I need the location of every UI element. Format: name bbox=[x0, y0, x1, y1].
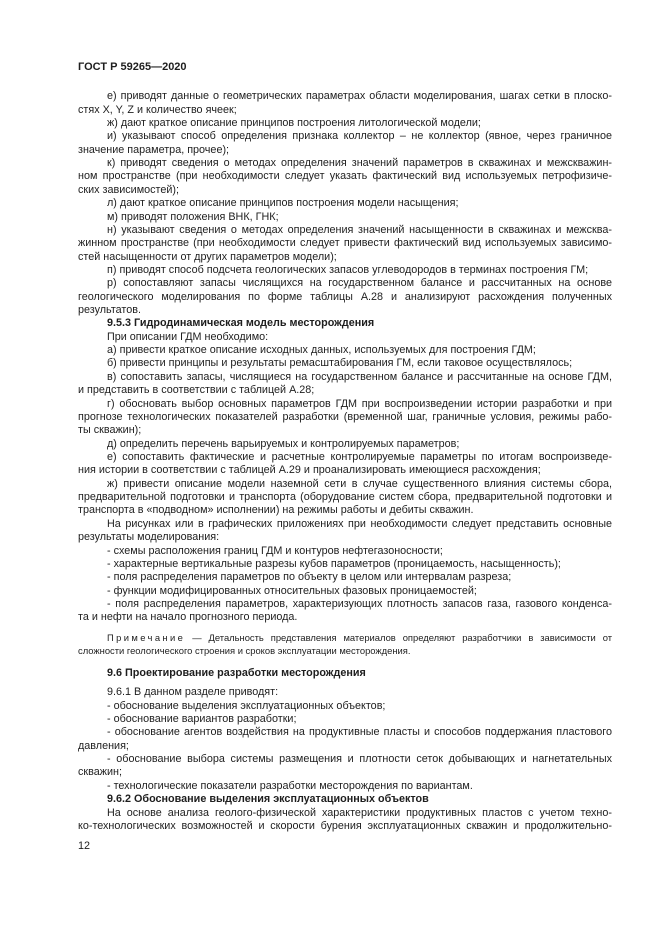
list-item-l bbox=[78, 197, 612, 210]
main-text-column bbox=[78, 90, 612, 624]
text-line: ты скважин); bbox=[78, 424, 142, 437]
note-text: — Детальность представления материалов определяют разработчики в зависимости от bbox=[192, 631, 613, 643]
text-line: предварительной подготовки и транспорта (оборудование систем сбора, предварительной подготовки и bbox=[78, 491, 612, 504]
bullet-item: - схемы расположения границ ГДМ и контуров нефтегазоносности; bbox=[107, 544, 443, 557]
bullet-item bbox=[78, 753, 612, 780]
text-line: и представить в соответствии с таблицей А.28; bbox=[78, 384, 315, 397]
list-item-k bbox=[78, 157, 612, 197]
subsection-paragraph bbox=[78, 807, 612, 834]
text-line: е) приводят данные о геометрических параметрах области моделирования, шагах сетки в плоско- bbox=[107, 90, 612, 103]
text-line: ж) дают краткое описание принципов построения литологической модели; bbox=[107, 117, 481, 130]
bullet-item bbox=[78, 598, 612, 625]
text-line: к) приводят сведения о методах определения значений параметров в скважинах и межскважин- bbox=[107, 157, 612, 170]
text-line: стей насыщенности от других параметров модели); bbox=[78, 250, 337, 263]
list-item-d bbox=[78, 438, 612, 451]
list-item-n bbox=[78, 224, 612, 264]
text-line: ко-технологических возможностей и скорости бурения эксплуатационных скважин и продолжительно- bbox=[78, 819, 612, 832]
list-item-m bbox=[78, 211, 612, 224]
text-line: стях X, Y, Z и количество ячеек; bbox=[78, 103, 237, 116]
bullet-item: - поля распределения параметров по объекту в целом или интервалам разреза; bbox=[107, 571, 512, 584]
bullet-item: - технологические показатели разработки месторождения по вариантам. bbox=[107, 779, 473, 792]
page-number: 12 bbox=[78, 840, 91, 852]
text-line: значение параметра, прочее); bbox=[78, 143, 230, 156]
bullet-item: - характерные вертикальные разрезы кубов параметров (проницаемость, насыщенность); bbox=[107, 557, 561, 570]
list-item-v bbox=[78, 371, 612, 398]
section-heading-block bbox=[78, 667, 612, 680]
text-line: в) сопоставить запасы, числящиеся на государственном балансе и рассчитанные на основе ГДМ, bbox=[107, 370, 612, 383]
list-item-g bbox=[78, 398, 612, 438]
text-line: геологического моделирования по форме таблицы А.28 и анализируют расхождения полученных bbox=[78, 290, 612, 303]
note-block bbox=[78, 631, 612, 657]
text-line: та и нефти на начало прогнозного периода. bbox=[78, 611, 298, 624]
list-item-b bbox=[78, 357, 612, 370]
section-heading-9-6: 9.6 Проектирование разработки месторождения bbox=[107, 667, 366, 680]
text-line: скважин; bbox=[78, 766, 122, 779]
note-label: Примечание bbox=[107, 631, 186, 643]
list-item-e2 bbox=[78, 451, 612, 478]
text-line: ж) привести описание модели наземной сети в случае существенного влияния системы сбора, bbox=[107, 477, 612, 490]
text-line: результатов. bbox=[78, 304, 141, 317]
text-line: На рисунках или в графических приложениях при необходимости следует представить основные bbox=[107, 517, 612, 530]
list-item-zh bbox=[78, 117, 612, 130]
text-line: - обоснование агентов воздействия на продуктивные пласты и способов поддержания пластового bbox=[107, 726, 612, 739]
note-line: сложности геологического строения и сроков эксплуатации месторождения. bbox=[78, 644, 411, 656]
subsection-heading-9-6-2: 9.6.2 Обоснование выделения эксплуатационных объектов bbox=[107, 793, 429, 806]
text-line: транспорта в «подводном» исполнении) на режимы работы и дебиты скважин. bbox=[78, 504, 474, 517]
subsection-intro-9-6-1: 9.6.1 В данном разделе приводят: bbox=[107, 686, 279, 699]
text-line: а) привести краткое описание исходных данных, используемых для построения ГДМ; bbox=[107, 344, 536, 357]
results-list bbox=[78, 545, 612, 625]
text-line: м) приводят положения ВНК, ГНК; bbox=[107, 210, 279, 223]
text-line: ния истории в соответствии с таблицей А.29 и проанализировать имеющиеся расхождения; bbox=[78, 464, 541, 477]
list-item-e bbox=[78, 90, 612, 117]
list-item-p bbox=[78, 264, 612, 277]
text-line: г) обосновать выбор основных параметров ГДМ при воспроизведении истории разработки и при bbox=[107, 397, 612, 410]
standard-designation: ГОСТ Р 59265—2020 bbox=[78, 61, 187, 73]
text-line: прогнозе технологических показателей разработки (временной шаг, граничные условия, режимы рабо- bbox=[78, 410, 612, 423]
text-line: - обоснование выбора системы размещения и плотности сеток добывающих и нагнетательных bbox=[107, 753, 612, 766]
list-item-i bbox=[78, 130, 612, 157]
text-line: н) указывают сведения о методах определения значений насыщенности в скважинах и межсква- bbox=[107, 223, 612, 236]
text-line: ских зависимостей); bbox=[78, 183, 179, 196]
text-line: - поля распределения параметров, характеризующих плотность запасов газа, газового конденса- bbox=[107, 597, 612, 610]
bullet-item: - обоснование вариантов разработки; bbox=[107, 713, 297, 726]
bullet-item: - функции модифицированных относительных фазовых проницаемостей; bbox=[107, 584, 477, 597]
text-line: и) указывают способ определения признака коллектор – не коллектор (явное, через граничное bbox=[107, 130, 612, 143]
text-line: р) сопоставляют запасы числящихся на государственном балансе и рассчитанных на основе bbox=[107, 277, 612, 290]
text-line: е) сопоставить фактические и расчетные контролируемые параметры по итогам воспроизведе- bbox=[107, 451, 612, 463]
text-line: На основе анализа геолого-физической характеристики продуктивных пластов с учетом техно- bbox=[107, 806, 612, 819]
results-intro-paragraph bbox=[78, 518, 612, 545]
list-item-a bbox=[78, 344, 612, 357]
text-line: п) приводят способ подсчета геологических запасов углеводородов в терминах построения ГМ; bbox=[107, 263, 589, 276]
text-line: д) определить перечень варьируемых и контролируемых параметров; bbox=[107, 437, 460, 450]
text-line: б) привести принципы и результаты ремасштабирования ГМ, если таковое осуществлялось; bbox=[107, 357, 573, 370]
note-line bbox=[78, 631, 612, 644]
section-9-6-body bbox=[78, 686, 612, 833]
list-item-zh2 bbox=[78, 478, 612, 518]
section-heading-9-5-3: 9.5.3 Гидродинамическая модель месторождения bbox=[107, 317, 375, 330]
text-line: жинном пространстве (при необходимости следует привести фактический вид используемых зависимо- bbox=[78, 237, 612, 250]
list-item-r bbox=[78, 277, 612, 317]
section-intro: При описании ГДМ необходимо: bbox=[107, 330, 269, 343]
text-line: л) дают краткое описание принципов построения модели насыщения; bbox=[107, 197, 459, 210]
bullet-item bbox=[78, 726, 612, 753]
bullet-item: - обоснование выделения эксплуатационных объектов; bbox=[107, 699, 386, 712]
text-line: давления; bbox=[78, 739, 129, 752]
text-line: ном пространстве (при необходимости следует указать фактический вид используемых петрофизиче- bbox=[78, 170, 612, 183]
text-line: результаты моделирования: bbox=[78, 531, 220, 544]
